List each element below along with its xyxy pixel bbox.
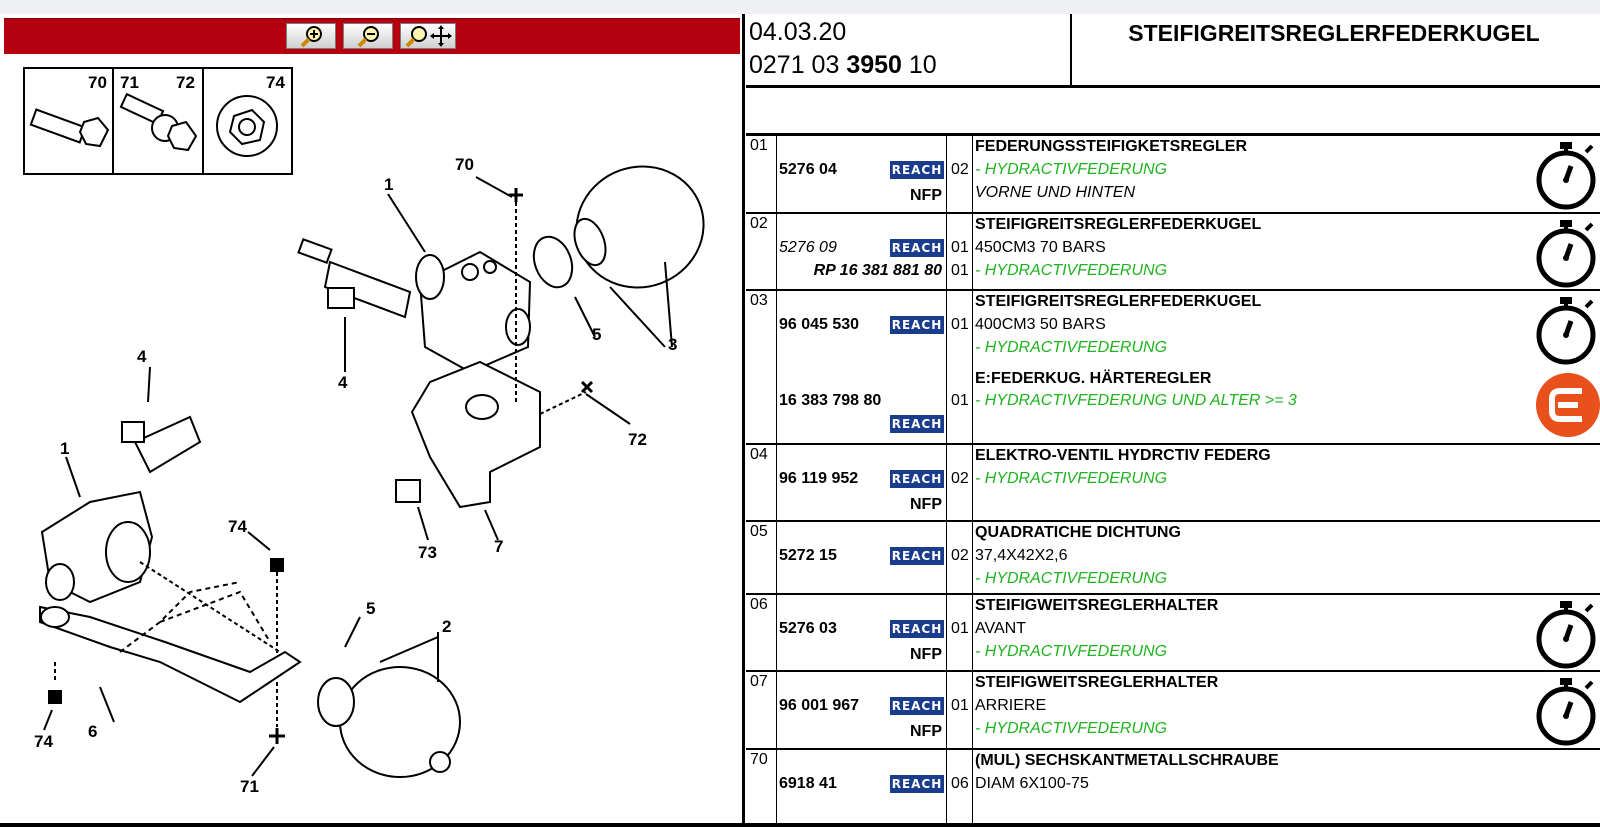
part-row-06[interactable] [746, 595, 1600, 672]
part-name: ELEKTRO-VENTIL HYDRCTIV FEDERG [975, 447, 1271, 464]
inset-label: 70 [88, 73, 107, 92]
callout-label: 74 [34, 732, 53, 751]
reach-badge: REACH [891, 318, 943, 332]
part-note: - HYDRACTIVFEDERUNG [975, 470, 1168, 487]
panel-divider [742, 14, 745, 823]
nfp-label: NFP [910, 496, 942, 513]
part-number[interactable]: 96 001 967 [779, 697, 860, 714]
part-note: 37,4X42X2,6 [975, 547, 1068, 564]
callout-label: 3 [668, 335, 678, 354]
callout-label: 73 [418, 543, 437, 562]
reach-badge: REACH [891, 241, 943, 255]
zoom-pan-icon [403, 24, 453, 48]
callout-label: 72 [628, 430, 647, 449]
part-name: FEDERUNGSSTEIFIGKETSREGLER [975, 138, 1248, 155]
part-note: 450CM3 70 BARS [975, 239, 1106, 256]
callout-label: 6 [88, 722, 98, 741]
row-ref: 07 [750, 673, 768, 690]
inset-label: 72 [176, 73, 195, 92]
part-name: STEIFIGWEITSREGLERHALTER [975, 597, 1219, 614]
part-name: QUADRATICHE DICHTUNG [975, 524, 1181, 541]
quantity: 02 [951, 161, 969, 178]
inset-label: 74 [266, 73, 285, 92]
quantity: 01 [951, 239, 969, 256]
reach-badge: REACH [891, 417, 943, 431]
eurorepar-logo-icon[interactable] [1536, 371, 1600, 443]
inset-label: 71 [120, 73, 139, 92]
catalog-reference: 0271 03 3950 10 [749, 51, 937, 79]
upper-assembly [299, 149, 721, 540]
row-ref: 05 [750, 523, 768, 540]
stopwatch-icon[interactable] [1536, 293, 1600, 365]
part-name: STEIFIGREITSREGLERFEDERKUGEL [975, 293, 1262, 310]
callout-label: 2 [442, 617, 452, 636]
part-note: 400CM3 50 BARS [975, 316, 1106, 333]
part-number-alt[interactable]: 16 383 798 80 [779, 392, 882, 409]
row-ref: 04 [750, 446, 768, 463]
row-ref: 03 [750, 292, 768, 309]
quantity: 01 [951, 262, 969, 279]
row-ref: 06 [750, 596, 768, 613]
part-name: STEIFIGREITSREGLERFEDERKUGEL [975, 216, 1262, 233]
part-name-alt: E:FEDERKUG. HÄRTEREGLER [975, 370, 1212, 387]
part-note: ARRIERE [975, 697, 1047, 714]
part-number[interactable]: 6918 41 [779, 775, 837, 792]
part-row-07[interactable] [746, 672, 1600, 750]
callout-label: 4 [137, 347, 147, 366]
part-row-02[interactable] [746, 214, 1600, 291]
callout-label: 71 [240, 777, 259, 796]
part-number[interactable]: 5272 15 [779, 547, 837, 564]
reach-badge: REACH [891, 777, 943, 791]
stopwatch-icon[interactable] [1536, 216, 1600, 288]
part-note: AVANT [975, 620, 1026, 637]
part-note: - HYDRACTIVFEDERUNG UND ALTER >= 3 [975, 392, 1297, 409]
part-note: VORNE UND HINTEN [975, 184, 1136, 201]
fastener-inset [24, 68, 292, 174]
callout-label: 7 [494, 537, 504, 556]
quantity: 01 [951, 697, 969, 714]
stopwatch-icon[interactable] [1536, 674, 1600, 746]
zoom-out-button[interactable] [343, 23, 393, 49]
nfp-label: NFP [910, 723, 942, 740]
part-row-05[interactable] [746, 522, 1600, 595]
page-title: STEIFIGREITSREGLERFEDERKUGEL [1128, 20, 1540, 46]
part-number[interactable]: 5276 03 [779, 620, 837, 637]
parts-header [746, 14, 1600, 88]
part-number-alt[interactable]: RP 16 381 881 80 [813, 262, 942, 279]
part-number[interactable]: 96 119 952 [779, 470, 859, 487]
stopwatch-icon[interactable] [1536, 138, 1600, 210]
part-row-04[interactable] [746, 445, 1600, 522]
zoom-pan-button[interactable] [400, 23, 456, 49]
part-note: - HYDRACTIVFEDERUNG [975, 570, 1168, 587]
callout-label: 1 [384, 175, 394, 194]
part-row-01[interactable] [746, 136, 1600, 214]
catalog-date: 04.03.20 [749, 18, 847, 46]
zoom-toolbar [4, 18, 740, 54]
reach-badge: REACH [891, 622, 943, 636]
nfp-label: NFP [910, 187, 942, 204]
header-spacer [746, 91, 1600, 136]
part-number[interactable]: 5276 04 [779, 161, 837, 178]
callout-label: 70 [455, 155, 474, 174]
top-strip [0, 0, 1600, 14]
reach-badge: REACH [891, 472, 943, 486]
row-ref: 01 [750, 137, 768, 154]
quantity: 01 [951, 392, 969, 409]
part-number[interactable]: 96 045 530 [779, 316, 860, 333]
callout-label: 5 [592, 325, 602, 344]
quantity: 01 [951, 316, 969, 333]
row-ref: 70 [750, 751, 768, 768]
part-row-03[interactable] [746, 291, 1600, 445]
lower-assembly [40, 367, 460, 777]
part-note: - HYDRACTIVFEDERUNG [975, 643, 1168, 660]
stopwatch-icon[interactable] [1536, 597, 1600, 669]
reach-badge: REACH [891, 163, 943, 177]
parts-list-panel [746, 14, 1600, 823]
part-note: - HYDRACTIVFEDERUNG [975, 161, 1168, 178]
callout-label: 5 [366, 599, 376, 618]
part-note: - HYDRACTIVFEDERUNG [975, 262, 1168, 279]
part-row-70[interactable] [746, 750, 1600, 823]
quantity: 06 [951, 775, 969, 792]
part-note: - HYDRACTIVFEDERUNG [975, 339, 1168, 356]
exploded-parts-diagram[interactable] [0, 62, 740, 822]
quantity: 01 [951, 620, 969, 637]
nfp-label: NFP [910, 646, 942, 663]
quantity: 02 [951, 470, 969, 487]
zoom-in-button[interactable] [286, 23, 336, 49]
part-number[interactable]: 5276 09 [779, 239, 837, 256]
zoom-out-icon [351, 24, 385, 48]
reach-badge: REACH [891, 699, 943, 713]
callout-label: 74 [228, 517, 247, 536]
callout-label: 1 [60, 439, 70, 458]
bottom-border [0, 823, 1600, 827]
diagram-panel [0, 14, 740, 823]
part-name: STEIFIGWEITSREGLERHALTER [975, 674, 1219, 691]
reach-badge: REACH [891, 549, 943, 563]
part-note: - HYDRACTIVFEDERUNG [975, 720, 1168, 737]
part-name: (MUL) SECHSKANTMETALLSCHRAUBE [975, 752, 1279, 769]
zoom-in-icon [294, 24, 328, 48]
row-ref: 02 [750, 215, 768, 232]
callout-label: 4 [338, 373, 348, 392]
quantity: 02 [951, 547, 969, 564]
part-note: DIAM 6X100-75 [975, 775, 1089, 792]
